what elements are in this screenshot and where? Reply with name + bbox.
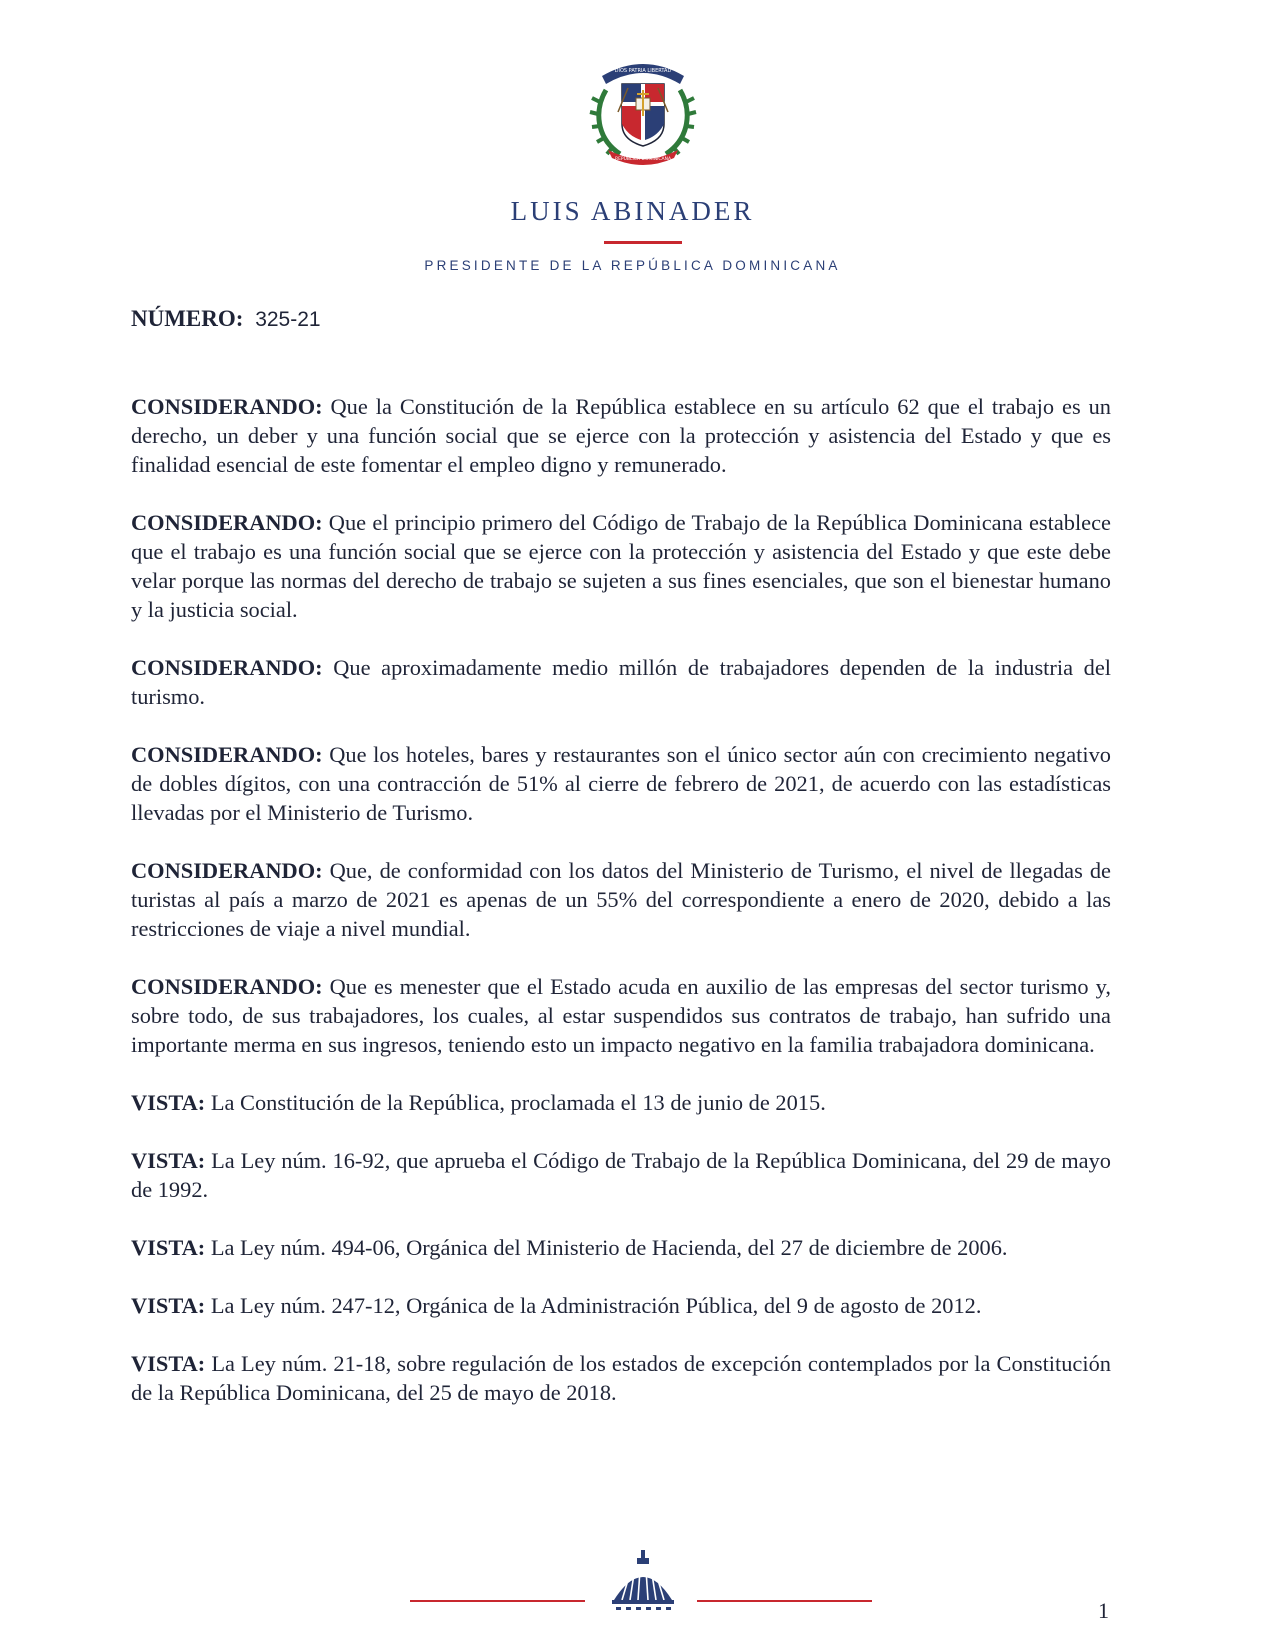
footer-divider-right (697, 1600, 872, 1602)
paragraph-keyword: CONSIDERANDO: (131, 394, 323, 419)
paragraph-keyword: VISTA: (131, 1293, 206, 1318)
paragraph-keyword: VISTA: (131, 1235, 206, 1260)
page-footer (0, 1540, 1265, 1630)
paragraph (131, 1349, 1111, 1407)
paragraph-keyword: CONSIDERANDO: (131, 974, 323, 999)
president-title: PRESIDENTE DE LA REPÚBLICA DOMINICANA (424, 258, 841, 273)
footer-divider-left (410, 1600, 585, 1602)
paragraph-keyword: VISTA: (131, 1148, 206, 1173)
paragraph (131, 856, 1111, 943)
paragraph (131, 1291, 1111, 1320)
coat-of-arms-icon (588, 50, 698, 168)
decree-number-value: 325-21 (255, 308, 321, 331)
paragraph-keyword: CONSIDERANDO: (131, 742, 323, 767)
decree-number (131, 306, 321, 332)
paragraph-text: Que el principio primero del Código de Trabajo de la República Dominicana establece que el trabajo es una función social que se ejerce con la protección y asistencia del Estado y que este debe velar porque las normas del derecho de trabajo se sujeten a sus fines esenciales, que son el bienestar humano y la justicia social. (131, 510, 1111, 622)
president-name: LUIS ABINADER (510, 196, 755, 226)
letterhead (0, 0, 1265, 290)
paragraph-keyword: CONSIDERANDO: (131, 858, 323, 883)
national-palace-dome-icon (608, 1548, 678, 1614)
paragraph-text: La Ley núm. 247-12, Orgánica de la Administración Pública, del 9 de agosto de 2012. (205, 1293, 982, 1318)
paragraph (131, 1146, 1111, 1204)
paragraph-text: La Constitución de la República, proclamada el 13 de junio de 2015. (205, 1090, 826, 1115)
coat-motto: DIOS PATRIA LIBERTAD (614, 68, 672, 74)
paragraph (131, 392, 1111, 479)
paragraph-keyword: CONSIDERANDO: (131, 655, 323, 680)
paragraph-text: Que la Constitución de la República establece en su artículo 62 que el trabajo es un derecho, un deber y una función social que se ejerce con la protección y asistencia del Estado y que es finalidad esencial de este fomentar el empleo digno y remunerado. (131, 394, 1111, 477)
paragraph (131, 972, 1111, 1059)
paragraph-keyword: VISTA: (131, 1351, 206, 1376)
decree-number-label: NÚMERO: (131, 306, 244, 331)
paragraph-text: La Ley núm. 494-06, Orgánica del Ministerio de Hacienda, del 27 de diciembre de 2006. (205, 1235, 1008, 1260)
paragraph (131, 508, 1111, 624)
paragraph (131, 740, 1111, 827)
paragraph-keyword: CONSIDERANDO: (131, 510, 323, 535)
paragraph-text: Que, de conformidad con los datos del Ministerio de Turismo, el nivel de llegadas de turistas al país a marzo de 2021 es apenas de un 55% del correspondiente a enero de 2020, debido a las restricciones de viaje a nivel mundial. (131, 858, 1111, 941)
paragraph (131, 653, 1111, 711)
decree-body (131, 392, 1111, 1436)
paragraph-text: La Ley núm. 16-92, que aprueba el Código de Trabajo de la República Dominicana, del 29 de mayo de 1992. (131, 1148, 1111, 1202)
paragraph-text: Que los hoteles, bares y restaurantes son el único sector aún con crecimiento negativo de dobles dígitos, con una contracción de 51% al cierre de febrero de 2021, de acuerdo con las estadísticas llevadas por el Ministerio de Turismo. (131, 742, 1111, 825)
paragraph (131, 1233, 1111, 1262)
paragraph (131, 1088, 1111, 1117)
header-divider (604, 241, 682, 244)
paragraph-text: Que es menester que el Estado acuda en auxilio de las empresas del sector turismo y, sobre todo, de sus trabajadores, los cuales, al estar suspendidos sus contratos de trabajo, han sufrido una importante merma en sus ingresos, teniendo esto un impacto negativo en la familia trabajadora dominicana. (131, 974, 1111, 1057)
paragraph-text: La Ley núm. 21-18, sobre regulación de los estados de excepción contemplados por la Constitución de la República Dominicana, del 25 de mayo de 2018. (131, 1351, 1111, 1405)
paragraph-keyword: VISTA: (131, 1090, 206, 1115)
paragraph-text: Que aproximadamente medio millón de trabajadores dependen de la industria del turismo. (131, 655, 1111, 709)
coat-banner: REPÚBLICA DOMINICANA (614, 157, 672, 162)
page-number: 1 (1098, 1598, 1109, 1623)
